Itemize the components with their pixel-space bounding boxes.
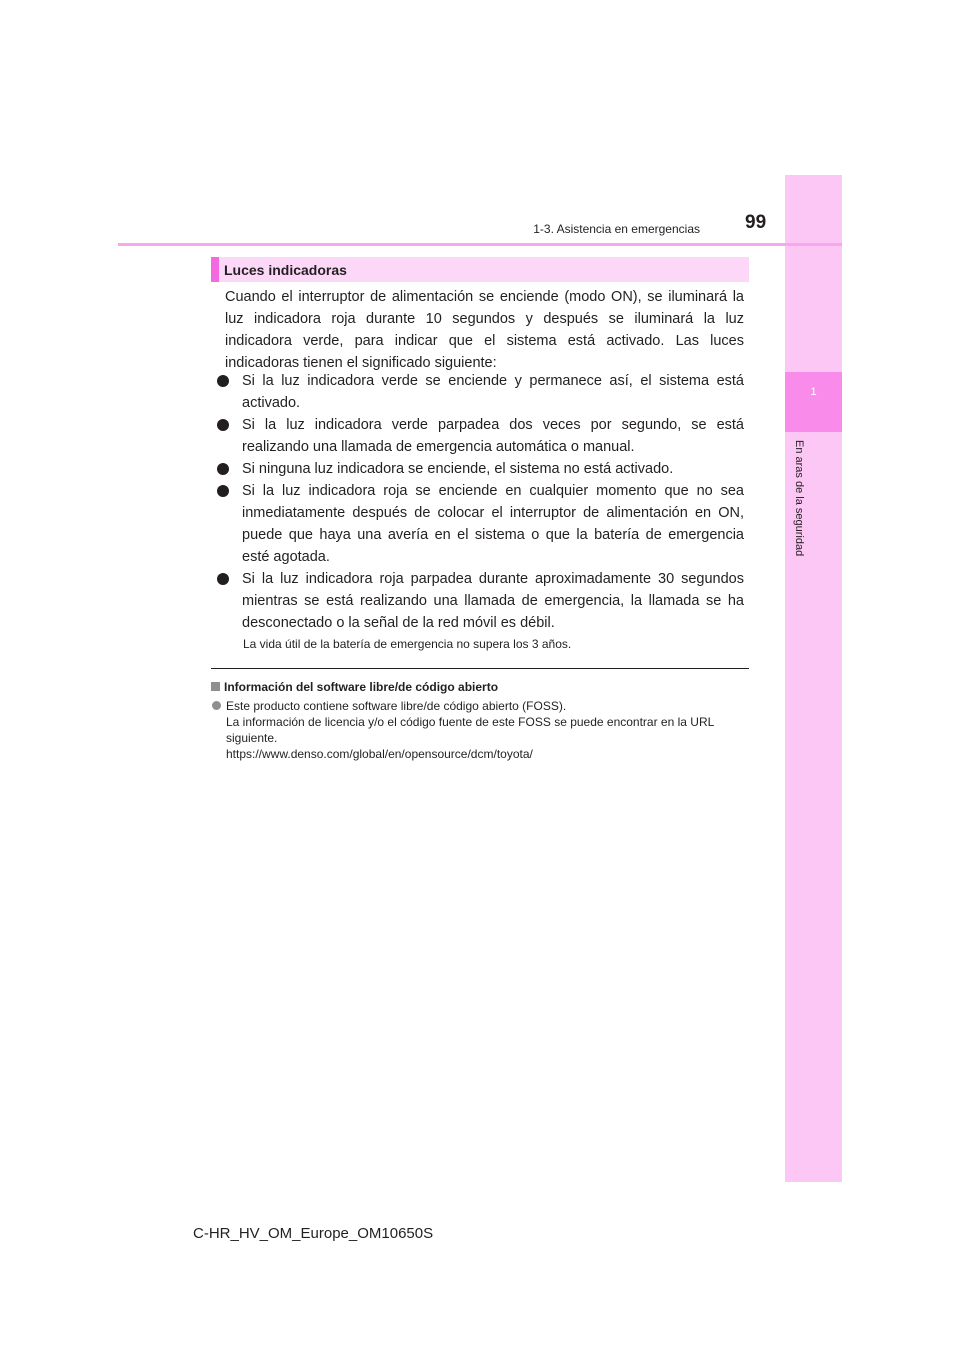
chapter-label: En aras de la seguridad bbox=[793, 440, 805, 557]
chapter-number: 1 bbox=[810, 386, 817, 398]
bullet-icon bbox=[217, 463, 229, 475]
header-rule bbox=[118, 243, 842, 246]
info-body bbox=[211, 698, 749, 762]
battery-note: La vida útil de la batería de emergencia no supera los 3 años. bbox=[243, 637, 572, 651]
list-item: Si la luz indicadora roja parpadea durante aproximadamente 30 segundos mientras se está realizando una llamada de emergencia, la llamada se ha desconectado o la señal de la red móvil es débil. bbox=[215, 568, 744, 634]
side-chapter-tab bbox=[785, 175, 842, 1182]
side-chapter-tab-highlight bbox=[785, 372, 842, 432]
bullet-icon bbox=[217, 419, 229, 431]
section-intro: Cuando el interruptor de alimentación se enciende (modo ON), se iluminará la luz indicadora roja durante 10 segundos y después se iluminará la luz indicadora verde, para indicar que el sistema está activado. Las luces indicadoras tienen el significado siguiente: bbox=[225, 289, 744, 371]
info-url[interactable]: https://www.denso.com/global/en/opensource/dcm/toyota/ bbox=[226, 747, 533, 761]
info-line: La información de licencia y/o el código fuente de este FOSS se puede encontrar en la URL siguiente. bbox=[226, 715, 714, 745]
bullet-icon bbox=[217, 375, 229, 387]
indicator-list bbox=[215, 370, 744, 634]
bullet-icon bbox=[212, 701, 221, 710]
list-item: Si la luz indicadora roja se enciende en cualquier momento que no sea inmediatamente después de colocar el interruptor de alimentación en ON, puede que haya una avería en el sistema o que la batería de emergencia esté agotada. bbox=[215, 480, 744, 568]
list-item: Si ninguna luz indicadora se enciende, el sistema no está activado. bbox=[215, 458, 744, 480]
header-title: 1-3. Asistencia en emergencias bbox=[533, 222, 700, 236]
info-line: Este producto contiene software libre/de código abierto (FOSS). bbox=[226, 699, 567, 713]
list-item: Si la luz indicadora verde parpadea dos veces por segundo, se está realizando una llamada de emergencia automática o manual. bbox=[215, 414, 744, 458]
page-number: 99 bbox=[745, 212, 767, 233]
section-header-bar bbox=[211, 257, 219, 282]
list-item: Si la luz indicadora verde se enciende y permanece así, el sistema está activado. bbox=[215, 370, 744, 414]
info-heading: Información del software libre/de código abierto bbox=[211, 680, 498, 694]
section-title: Luces indicadoras bbox=[224, 262, 347, 278]
section-divider bbox=[211, 668, 749, 669]
footer-document-code: C-HR_HV_OM_Europe_OM10650S bbox=[193, 1225, 434, 1242]
square-bullet-icon bbox=[211, 682, 220, 691]
bullet-icon bbox=[217, 573, 229, 585]
bullet-icon bbox=[217, 485, 229, 497]
